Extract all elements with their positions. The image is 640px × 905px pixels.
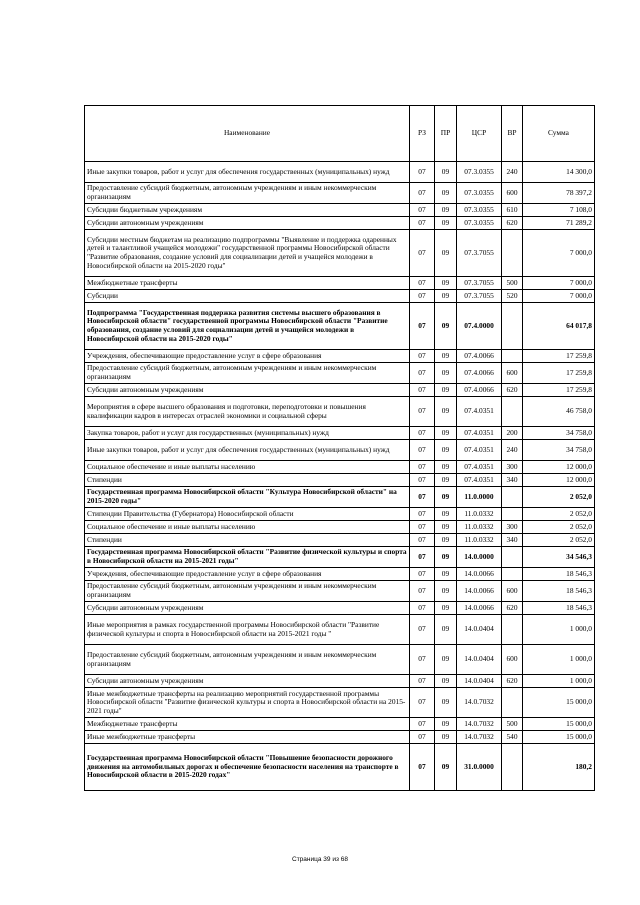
cell-name: Межбюджетные трансферты — [85, 277, 410, 290]
cell-sum: 78 397,2 — [523, 183, 595, 204]
table-row — [85, 508, 595, 521]
cell-rz: 07 — [410, 303, 435, 350]
cell-vr: 340 — [502, 474, 523, 487]
table-body — [85, 162, 595, 791]
cell-vr: 200 — [502, 427, 523, 440]
cell-vr — [502, 303, 523, 350]
cell-sum: 2 052,0 — [523, 521, 595, 534]
cell-rz: 07 — [410, 162, 435, 183]
cell-vr — [502, 568, 523, 581]
table-row — [85, 615, 595, 645]
cell-vr: 240 — [502, 440, 523, 461]
cell-name: Иные закупки товаров, работ и услуг для обеспечения государственных (муниципальных) нужд — [85, 440, 410, 461]
cell-pr: 09 — [435, 290, 457, 303]
table-row — [85, 397, 595, 427]
cell-name: Социальное обеспечение и иные выплаты населению — [85, 521, 410, 534]
cell-name: Социальное обеспечение и иные выплаты населению — [85, 461, 410, 474]
table-row — [85, 162, 595, 183]
cell-pr: 09 — [435, 547, 457, 568]
cell-name: Субсидии местным бюджетам на реализацию подпрограммы "Выявление и поддержка одаренных детей и талантливой учащейся молодежи" государственной программы Новосибирской области "Развитие образования, создание условий для социализации детей и учащейся молодежи в Новосибирской области на 2015-2020 годы" — [85, 230, 410, 277]
cell-csr: 11.0.0332 — [457, 534, 502, 547]
cell-rz: 07 — [410, 731, 435, 744]
cell-pr: 09 — [435, 363, 457, 384]
table-row — [85, 440, 595, 461]
cell-csr: 14.0.0404 — [457, 645, 502, 675]
cell-name: Межбюджетные трансферты — [85, 718, 410, 731]
cell-name: Предоставление субсидий бюджетным, автономным учреждениям и иным некоммерческим организациям — [85, 363, 410, 384]
cell-csr: 07.3.0355 — [457, 217, 502, 230]
cell-vr: 240 — [502, 162, 523, 183]
cell-name: Предоставление субсидий бюджетным, автономным учреждениям и иным некоммерческим организациям — [85, 581, 410, 602]
cell-rz: 07 — [410, 230, 435, 277]
cell-rz: 07 — [410, 508, 435, 521]
cell-pr: 09 — [435, 744, 457, 791]
cell-sum: 46 758,0 — [523, 397, 595, 427]
cell-rz: 07 — [410, 427, 435, 440]
cell-vr: 620 — [502, 602, 523, 615]
cell-pr: 09 — [435, 303, 457, 350]
cell-vr — [502, 547, 523, 568]
table-row — [85, 183, 595, 204]
cell-name: Мероприятия в сфере высшего образования и подготовки, переподготовки и повышения квалификации кадров в интересах отраслей экономики и социальной сферы — [85, 397, 410, 427]
cell-csr: 07.4.0351 — [457, 461, 502, 474]
table-row — [85, 461, 595, 474]
cell-sum: 17 259,8 — [523, 384, 595, 397]
cell-rz: 07 — [410, 675, 435, 688]
cell-csr: 07.4.0066 — [457, 384, 502, 397]
table-row — [85, 731, 595, 744]
cell-pr: 09 — [435, 461, 457, 474]
cell-csr: 14.0.0066 — [457, 602, 502, 615]
cell-rz: 07 — [410, 474, 435, 487]
table-row — [85, 581, 595, 602]
header-name: Наименование — [85, 106, 410, 162]
cell-sum: 2 052,0 — [523, 508, 595, 521]
cell-vr — [502, 350, 523, 363]
cell-sum: 14 300,0 — [523, 162, 595, 183]
cell-name: Стипендии — [85, 474, 410, 487]
cell-sum: 7 000,0 — [523, 277, 595, 290]
cell-vr: 600 — [502, 581, 523, 602]
cell-rz: 07 — [410, 487, 435, 508]
cell-vr: 620 — [502, 675, 523, 688]
cell-sum: 12 000,0 — [523, 474, 595, 487]
cell-rz: 07 — [410, 602, 435, 615]
cell-csr: 07.4.0351 — [457, 427, 502, 440]
cell-csr: 07.4.0351 — [457, 474, 502, 487]
cell-name: Субсидии бюджетным учреждениям — [85, 204, 410, 217]
cell-rz: 07 — [410, 688, 435, 718]
cell-pr: 09 — [435, 230, 457, 277]
cell-csr: 07.3.0355 — [457, 183, 502, 204]
header-pr: ПР — [435, 106, 457, 162]
cell-sum: 1 000,0 — [523, 615, 595, 645]
table-row — [85, 350, 595, 363]
cell-csr: 07.4.0066 — [457, 350, 502, 363]
cell-pr: 09 — [435, 675, 457, 688]
cell-sum: 34 758,0 — [523, 440, 595, 461]
header-vr: ВР — [502, 106, 523, 162]
cell-rz: 07 — [410, 277, 435, 290]
cell-pr: 09 — [435, 487, 457, 508]
cell-pr: 09 — [435, 602, 457, 615]
cell-pr: 09 — [435, 508, 457, 521]
cell-vr — [502, 508, 523, 521]
cell-name: Подпрограмма "Государственная поддержка развития системы высшего образования в Новосибирской области" государственной программы Новосибирской области "Развитие образования, создание условий для социализации детей и учащейся молодежи в Новосибирской области на 2015-2020 годы" — [85, 303, 410, 350]
cell-vr — [502, 688, 523, 718]
cell-name: Закупка товаров, работ и услуг для государственных (муниципальных) нужд — [85, 427, 410, 440]
cell-vr: 300 — [502, 521, 523, 534]
cell-csr: 14.0.7032 — [457, 718, 502, 731]
cell-vr — [502, 744, 523, 791]
table-row — [85, 277, 595, 290]
table-row — [85, 688, 595, 718]
cell-name: Иные мероприятия в рамках государственной программы Новосибирской области "Развитие физической культуры и спорта в Новосибирской области на 2015-2021 годы " — [85, 615, 410, 645]
cell-csr: 14.0.0404 — [457, 615, 502, 645]
cell-vr: 600 — [502, 645, 523, 675]
cell-pr: 09 — [435, 474, 457, 487]
cell-sum: 7 000,0 — [523, 290, 595, 303]
cell-pr: 09 — [435, 277, 457, 290]
cell-name: Субсидии автономным учреждениям — [85, 384, 410, 397]
cell-rz: 07 — [410, 568, 435, 581]
cell-pr: 09 — [435, 183, 457, 204]
cell-rz: 07 — [410, 183, 435, 204]
cell-name: Стипендии Правительства (Губернатора) Новосибирской области — [85, 508, 410, 521]
cell-vr: 540 — [502, 731, 523, 744]
cell-csr: 31.0.0000 — [457, 744, 502, 791]
page-footer: Страница 39 из 68 — [292, 856, 348, 863]
cell-vr: 620 — [502, 384, 523, 397]
cell-vr: 600 — [502, 183, 523, 204]
table-row — [85, 204, 595, 217]
cell-name: Субсидии автономным учреждениям — [85, 675, 410, 688]
cell-csr: 07.4.0066 — [457, 363, 502, 384]
cell-rz: 07 — [410, 645, 435, 675]
cell-vr — [502, 397, 523, 427]
cell-rz: 07 — [410, 204, 435, 217]
cell-name: Стипендии — [85, 534, 410, 547]
cell-rz: 07 — [410, 290, 435, 303]
cell-rz: 07 — [410, 363, 435, 384]
cell-sum: 2 052,0 — [523, 487, 595, 508]
cell-pr: 09 — [435, 731, 457, 744]
table-row — [85, 645, 595, 675]
table-row — [85, 303, 595, 350]
cell-sum: 18 546,3 — [523, 602, 595, 615]
cell-name: Субсидии автономным учреждениям — [85, 217, 410, 230]
cell-sum: 15 000,0 — [523, 688, 595, 718]
table-row — [85, 521, 595, 534]
cell-csr: 07.3.7055 — [457, 230, 502, 277]
table-row — [85, 363, 595, 384]
cell-vr: 300 — [502, 461, 523, 474]
cell-sum: 7 108,0 — [523, 204, 595, 217]
cell-csr: 14.0.7032 — [457, 688, 502, 718]
cell-pr: 09 — [435, 217, 457, 230]
cell-pr: 09 — [435, 427, 457, 440]
cell-vr: 610 — [502, 204, 523, 217]
cell-csr: 07.3.0355 — [457, 162, 502, 183]
cell-vr: 600 — [502, 363, 523, 384]
cell-csr: 11.0.0332 — [457, 521, 502, 534]
cell-pr: 09 — [435, 384, 457, 397]
cell-pr: 09 — [435, 350, 457, 363]
cell-pr: 09 — [435, 397, 457, 427]
cell-csr: 07.3.7055 — [457, 290, 502, 303]
table-row — [85, 217, 595, 230]
cell-name: Предоставление субсидий бюджетным, автономным учреждениям и иным некоммерческим организациям — [85, 183, 410, 204]
cell-sum: 17 259,8 — [523, 363, 595, 384]
cell-pr: 09 — [435, 534, 457, 547]
cell-rz: 07 — [410, 615, 435, 645]
cell-rz: 07 — [410, 581, 435, 602]
cell-csr: 14.0.0066 — [457, 568, 502, 581]
cell-rz: 07 — [410, 384, 435, 397]
table-row — [85, 290, 595, 303]
cell-sum: 64 017,8 — [523, 303, 595, 350]
cell-rz: 07 — [410, 534, 435, 547]
cell-vr — [502, 487, 523, 508]
cell-rz: 07 — [410, 521, 435, 534]
cell-name: Государственная программа Новосибирской области "Развитие физической культуры и спорта в Новосибирской области на 2015-2021 годы" — [85, 547, 410, 568]
cell-sum: 18 546,3 — [523, 581, 595, 602]
table-row — [85, 487, 595, 508]
cell-pr: 09 — [435, 581, 457, 602]
header-csr: ЦСР — [457, 106, 502, 162]
table-row — [85, 744, 595, 791]
cell-csr: 07.4.0351 — [457, 440, 502, 461]
table-row — [85, 427, 595, 440]
cell-name: Иные межбюджетные трансферты — [85, 731, 410, 744]
cell-sum: 2 052,0 — [523, 534, 595, 547]
cell-csr: 07.3.7055 — [457, 277, 502, 290]
cell-sum: 1 000,0 — [523, 675, 595, 688]
budget-table — [84, 105, 595, 791]
table-row — [85, 675, 595, 688]
cell-sum: 15 000,0 — [523, 731, 595, 744]
cell-sum: 1 000,0 — [523, 645, 595, 675]
cell-pr: 09 — [435, 521, 457, 534]
cell-name: Учреждения, обеспечивающие предоставление услуг в сфере образования — [85, 350, 410, 363]
cell-csr: 14.0.0066 — [457, 581, 502, 602]
cell-rz: 07 — [410, 461, 435, 474]
cell-csr: 07.3.0355 — [457, 204, 502, 217]
cell-vr: 620 — [502, 217, 523, 230]
table-row — [85, 602, 595, 615]
table-row — [85, 547, 595, 568]
cell-csr: 07.4.0351 — [457, 397, 502, 427]
cell-vr: 500 — [502, 277, 523, 290]
cell-pr: 09 — [435, 718, 457, 731]
cell-pr: 09 — [435, 162, 457, 183]
cell-rz: 07 — [410, 440, 435, 461]
cell-csr: 11.0.0000 — [457, 487, 502, 508]
cell-sum: 34 546,3 — [523, 547, 595, 568]
cell-csr: 07.4.0000 — [457, 303, 502, 350]
cell-sum: 12 000,0 — [523, 461, 595, 474]
cell-vr: 520 — [502, 290, 523, 303]
cell-rz: 07 — [410, 718, 435, 731]
table-row — [85, 384, 595, 397]
cell-csr: 11.0.0332 — [457, 508, 502, 521]
cell-vr: 340 — [502, 534, 523, 547]
cell-rz: 07 — [410, 350, 435, 363]
cell-name: Учреждения, обеспечивающие предоставление услуг в сфере образования — [85, 568, 410, 581]
cell-vr: 500 — [502, 718, 523, 731]
cell-sum: 17 259,8 — [523, 350, 595, 363]
cell-sum: 15 000,0 — [523, 718, 595, 731]
cell-pr: 09 — [435, 688, 457, 718]
cell-sum: 71 289,2 — [523, 217, 595, 230]
table-row — [85, 534, 595, 547]
table-row — [85, 230, 595, 277]
table-row — [85, 718, 595, 731]
cell-pr: 09 — [435, 204, 457, 217]
cell-name: Иные межбюджетные трансферты на реализацию мероприятий государственной программы Новосибирской области "Развитие физической культуры и спорта в Новосибирской области на 2015-2021 годы" — [85, 688, 410, 718]
cell-rz: 07 — [410, 744, 435, 791]
cell-csr: 14.0.0404 — [457, 675, 502, 688]
cell-rz: 07 — [410, 547, 435, 568]
cell-pr: 09 — [435, 568, 457, 581]
cell-vr — [502, 615, 523, 645]
cell-rz: 07 — [410, 397, 435, 427]
cell-pr: 09 — [435, 615, 457, 645]
header-sum: Сумма — [523, 106, 595, 162]
cell-name: Государственная программа Новосибирской области "Культура Новосибирской области" на 2015-2020 годы" — [85, 487, 410, 508]
cell-vr — [502, 230, 523, 277]
cell-sum: 7 000,0 — [523, 230, 595, 277]
cell-sum: 34 758,0 — [523, 427, 595, 440]
table-row — [85, 568, 595, 581]
cell-rz: 07 — [410, 217, 435, 230]
cell-name: Государственная программа Новосибирской области "Повышение безопасности дорожного движения на автомобильных дорогах и обеспечение безопасности населения на транспорте в Новосибирской области в 2015-2020 годах" — [85, 744, 410, 791]
cell-sum: 18 546,3 — [523, 568, 595, 581]
cell-csr: 14.0.0000 — [457, 547, 502, 568]
cell-pr: 09 — [435, 645, 457, 675]
table-row — [85, 474, 595, 487]
header-rz: РЗ — [410, 106, 435, 162]
cell-name: Субсидии автономным учреждениям — [85, 602, 410, 615]
cell-name: Предоставление субсидий бюджетным, автономным учреждениям и иным некоммерческим организациям — [85, 645, 410, 675]
cell-name: Субсидии — [85, 290, 410, 303]
cell-sum: 180,2 — [523, 744, 595, 791]
cell-csr: 14.0.7032 — [457, 731, 502, 744]
cell-pr: 09 — [435, 440, 457, 461]
cell-name: Иные закупки товаров, работ и услуг для обеспечения государственных (муниципальных) нужд — [85, 162, 410, 183]
table-header-row — [85, 106, 595, 162]
